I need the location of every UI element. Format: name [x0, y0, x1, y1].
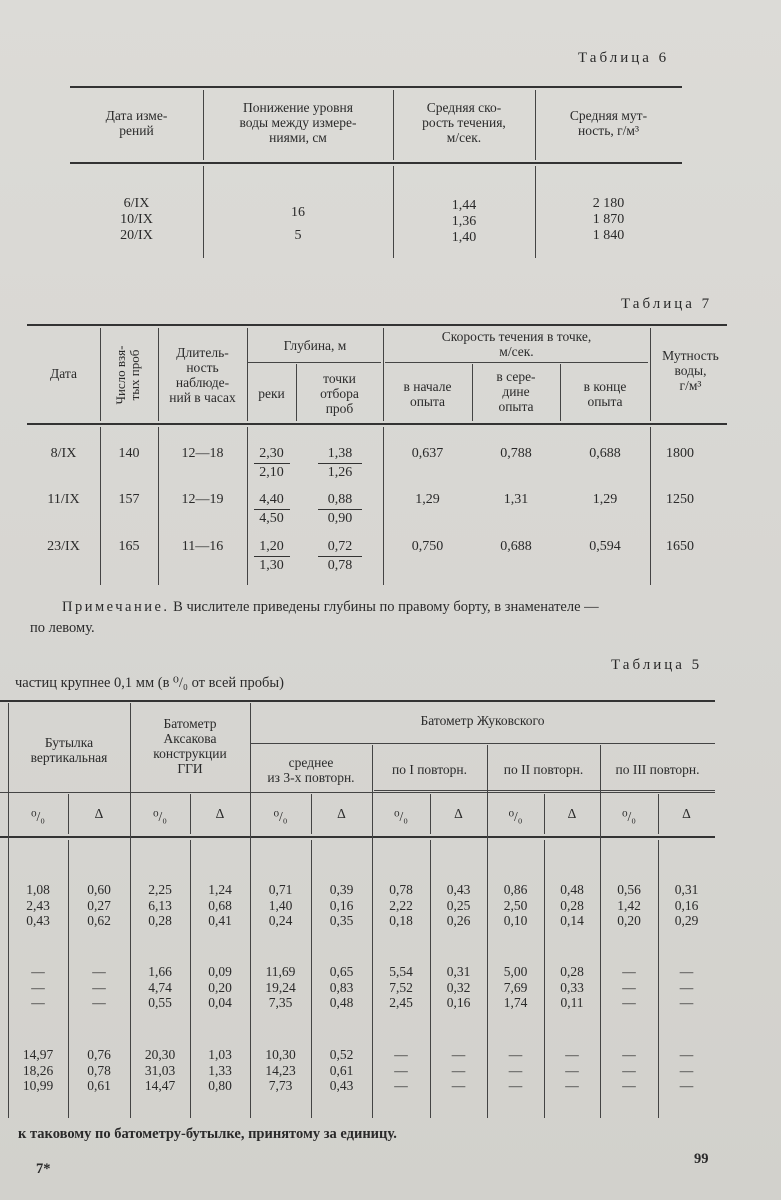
delta-label: Δ	[337, 806, 346, 821]
percent-label: ⁰/₀	[273, 809, 288, 824]
table-cell: —	[622, 1062, 636, 1078]
table-cell: 10/IX	[120, 212, 153, 227]
table-cell: 6/IX	[123, 196, 150, 211]
table-cell: —	[92, 964, 106, 979]
table7-header-duration: Длитель- ность наблюде- ний в часах	[169, 345, 236, 405]
table6-turbidity	[535, 196, 682, 244]
table-cell: 0,48	[329, 995, 354, 1010]
table-cell: 1,36	[451, 214, 477, 229]
percent-label: ⁰/₀	[508, 809, 523, 824]
delta-label: Δ	[215, 806, 225, 821]
percent-label: ⁰/₀	[31, 809, 45, 824]
table-cell: 0,11	[560, 995, 584, 1010]
table-cell: 157	[118, 492, 140, 507]
table6-header-speed: Средняя ско- рость течения, м/сек.	[422, 100, 506, 145]
percent-label: ⁰/₀	[153, 809, 167, 824]
table-cell: 0,41	[208, 913, 232, 928]
table7-note	[62, 598, 742, 617]
table-cell: 0,78	[87, 1062, 111, 1078]
table-cell: 0,80	[208, 1078, 232, 1093]
table5-header-rule	[0, 836, 715, 838]
table-cell: 12—18	[181, 446, 224, 461]
table-cell: —	[679, 995, 694, 1010]
table-cell: 1,08	[26, 882, 50, 897]
table7-header-depth: Глубина, м	[283, 338, 347, 353]
table5-header-rep1: по I повторн.	[391, 762, 468, 777]
table7-top-rule	[27, 324, 727, 326]
table-cell: 5,54	[389, 964, 413, 979]
table5-header-aksakov: Батометр Аксакова конструкции ГГИ	[153, 716, 227, 776]
table-cell: 1,29	[415, 492, 440, 507]
table-cell: 1,26	[327, 465, 353, 480]
table-cell: 0,71	[268, 882, 293, 897]
table-cell: 6,13	[148, 897, 172, 913]
table-cell: 7,69	[503, 979, 528, 995]
table-cell: 7,52	[389, 979, 413, 995]
table-cell: —	[394, 1078, 408, 1093]
table-cell: 5	[294, 228, 302, 243]
table-cell: 0,43	[329, 1078, 354, 1093]
table-cell: 2,10	[259, 465, 284, 480]
table7-header-speed-mid: в сере- дине опыта	[496, 369, 536, 414]
table-cell: —	[508, 1062, 523, 1078]
table-cell: —	[565, 1047, 579, 1062]
table7-header-depth-point: точки отбора проб	[320, 371, 359, 416]
table7-header-depth-river: реки	[258, 386, 285, 401]
table7-header-turbidity: Мутность воды, г/м³	[662, 348, 719, 393]
table-cell: 18,26	[22, 1062, 54, 1078]
table-cell: 0,33	[560, 979, 584, 995]
table-cell: 7,35	[268, 995, 293, 1010]
table-cell: 0,26	[446, 913, 471, 928]
table-cell: —	[679, 979, 694, 995]
table-cell: 10,99	[22, 1078, 54, 1093]
table-cell: 10,30	[265, 1047, 296, 1062]
table-cell: 0,18	[389, 913, 413, 928]
table-cell: —	[451, 1062, 466, 1078]
table-cell: 1,66	[148, 964, 172, 979]
table-cell: —	[394, 1062, 408, 1078]
table-cell: 2,30	[259, 446, 284, 461]
table-cell: 2,45	[389, 995, 413, 1010]
table7-note-line2: по левому.	[30, 620, 95, 636]
table-cell: —	[622, 1047, 636, 1062]
table-cell: 0,594	[589, 539, 621, 554]
delta-label: Δ	[682, 806, 691, 821]
table-cell: 0,65	[329, 964, 354, 979]
table6-caption: Таблица 6	[578, 50, 670, 66]
table-cell: 0,688	[589, 446, 621, 461]
table-cell: 1,24	[208, 882, 232, 897]
table-cell: 0,61	[87, 1078, 111, 1093]
table-cell: 0,04	[208, 995, 232, 1010]
table-cell: 1 870	[592, 212, 625, 227]
table-cell: —	[508, 1047, 523, 1062]
table5-header-rep3: по III повторн.	[615, 762, 700, 777]
table-cell: 1,38	[327, 446, 353, 461]
table-cell: —	[679, 964, 694, 979]
table7-header-speed-end: в конце опыта	[583, 379, 627, 409]
table-cell: 0,90	[327, 511, 353, 526]
table-cell: 0,16	[446, 995, 471, 1010]
table-cell: 11/IX	[47, 492, 80, 507]
table-cell: 0,48	[560, 882, 584, 897]
table-cell: 4,40	[259, 492, 284, 507]
table-cell: 1,20	[259, 539, 284, 554]
table5-subtitle: частиц крупнее 0,1 мм (в ⁰/₀ от всей пробы)	[15, 675, 284, 691]
table-cell: 2,25	[148, 882, 172, 897]
table-cell: 0,28	[148, 913, 172, 928]
table-cell: 0,55	[148, 995, 172, 1010]
table-cell: —	[622, 964, 636, 979]
table-cell: —	[451, 1078, 466, 1093]
table-cell: 11—16	[181, 539, 224, 554]
table-cell: 165	[118, 539, 140, 554]
table-cell: 14,47	[144, 1078, 176, 1093]
delta-label: Δ	[567, 806, 577, 821]
table-cell: 0,61	[329, 1062, 354, 1078]
table-cell: —	[622, 1078, 636, 1093]
table7-header-date: Дата	[50, 366, 77, 381]
table-cell: 1 840	[592, 228, 625, 243]
table5-caption: Таблица 5	[611, 657, 703, 673]
table5-header-zhukovsky: Батометр Жуковского	[420, 713, 545, 728]
table-cell: 0,14	[560, 913, 584, 928]
table-cell: 14,23	[265, 1062, 296, 1078]
table-cell: 0,62	[87, 913, 111, 928]
table-cell: 0,60	[87, 882, 111, 897]
table-cell: 1,33	[208, 1062, 232, 1078]
table-cell: 1,44	[451, 198, 477, 213]
table-cell: 4,50	[259, 511, 284, 526]
table-cell: 1,03	[208, 1047, 232, 1062]
table-cell: 0,637	[411, 446, 444, 461]
table6-top-rule	[70, 86, 682, 88]
note-label: Примечание.	[62, 599, 170, 615]
table7-header-speed: Скорость течения в точке, м/сек.	[441, 329, 592, 359]
table-cell: 0,83	[329, 979, 354, 995]
table6-speeds	[393, 198, 535, 246]
page-mark: 7*	[36, 1161, 51, 1177]
table-cell: 0,688	[500, 539, 532, 554]
table-cell: 4,74	[148, 979, 172, 995]
percent-label: ⁰/₀	[394, 809, 408, 824]
table-cell: —	[508, 1078, 523, 1093]
table-cell: —	[679, 1078, 694, 1093]
table-cell: 1250	[666, 492, 694, 507]
table-cell: 0,31	[446, 964, 471, 979]
table-cell: 8/IX	[50, 446, 77, 461]
table-cell: 0,52	[329, 1047, 354, 1062]
table-cell: 0,78	[389, 882, 413, 897]
table-cell: 0,35	[329, 913, 354, 928]
note-text: В числителе приведены глубины по правому борту, в знаменателе —	[169, 599, 599, 615]
table-cell: 0,72	[327, 539, 353, 554]
table-cell: 1,42	[617, 897, 641, 913]
table5-footer: к таковому по батометру-бутылке, принятому за единицу.	[18, 1126, 397, 1142]
table6-header-level: Понижение уровня воды между измере- ниями, см	[239, 100, 357, 145]
table7-header-count: Число взя- тых проб	[113, 345, 142, 405]
table-cell: 31,03	[144, 1062, 176, 1078]
table-cell: —	[565, 1078, 579, 1093]
table-cell: 2,50	[503, 897, 528, 913]
table-cell: 1800	[666, 446, 694, 461]
percent-label: ⁰/₀	[622, 809, 636, 824]
table7-caption: Таблица 7	[621, 296, 713, 312]
table-cell: 0,20	[208, 979, 232, 995]
table-cell: —	[451, 1047, 466, 1062]
table-cell: 0,86	[503, 882, 528, 897]
table-cell: —	[622, 979, 636, 995]
table-cell: 0,27	[87, 897, 111, 913]
table-cell: 0,88	[327, 492, 353, 507]
table-cell: 0,29	[674, 913, 699, 928]
table6-header-date: Дата изме- рений	[105, 108, 168, 138]
table-cell: 0,750	[411, 539, 444, 554]
table-cell: 0,10	[503, 913, 528, 928]
table-cell: 20/IX	[120, 228, 153, 243]
table6-header-rule	[70, 162, 682, 164]
table-cell: 0,78	[327, 558, 353, 573]
table-cell: 5,00	[503, 964, 528, 979]
table-cell: 1,31	[503, 492, 529, 507]
table-cell: 0,43	[26, 913, 50, 928]
delta-label: Δ	[94, 806, 104, 821]
table-cell: —	[622, 995, 636, 1010]
table-cell: —	[31, 979, 45, 995]
table-cell: 1,30	[259, 558, 284, 573]
table-cell: 23/IX	[47, 539, 80, 554]
table7-header-speed-start: в начале опыта	[403, 379, 452, 409]
table-cell: —	[679, 1047, 694, 1062]
table6-header-turbidity: Средняя мут- ность, г/м³	[569, 108, 648, 138]
table-cell: 0,20	[617, 913, 641, 928]
table-cell: 0,31	[674, 882, 699, 897]
page-number: 99	[694, 1151, 709, 1167]
table-cell: 0,24	[268, 913, 293, 928]
table7-header-rule	[27, 423, 727, 425]
table-cell: 0,68	[208, 897, 232, 913]
table-cell: 16	[291, 205, 305, 220]
table-cell: 2,43	[26, 897, 50, 913]
table-cell: 0,16	[674, 897, 699, 913]
table-cell: 11,69	[265, 964, 296, 979]
delta-label: Δ	[454, 806, 463, 821]
table-cell: —	[679, 1062, 694, 1078]
table6-dates	[70, 196, 203, 244]
table-cell: 19,24	[265, 979, 296, 995]
table-cell: 0,28	[560, 897, 584, 913]
table-cell: 1,29	[592, 492, 618, 507]
table5-header-rep2: по II повторн.	[503, 762, 584, 777]
table-cell: 0,25	[446, 897, 471, 913]
table-cell: 12—19	[181, 492, 224, 507]
table-cell: 0,09	[208, 964, 232, 979]
table-cell: 7,73	[268, 1078, 293, 1093]
table-cell: —	[31, 995, 45, 1010]
table5-header-bottle: Бутылка вертикальная	[30, 735, 108, 765]
table-cell: 0,788	[500, 446, 532, 461]
table-cell: 0,43	[446, 882, 471, 897]
table-cell: 2,22	[389, 897, 413, 913]
table-cell: 1,74	[503, 995, 528, 1010]
table-cell: 0,32	[446, 979, 471, 995]
table-cell: 0,39	[329, 882, 354, 897]
table-cell: 0,76	[87, 1047, 111, 1062]
table-cell: 14,97	[22, 1047, 54, 1062]
table-cell: —	[565, 1062, 579, 1078]
table-cell: 0,56	[617, 882, 641, 897]
table-cell: 20,30	[144, 1047, 176, 1062]
table-cell: 0,28	[560, 964, 584, 979]
table-cell: —	[92, 995, 106, 1010]
table-cell: 1,40	[268, 897, 293, 913]
table-cell: —	[394, 1047, 408, 1062]
table-cell: 1650	[666, 539, 694, 554]
table5-header-avg: среднее из 3-х повторн.	[267, 755, 355, 785]
table-cell: 140	[118, 446, 140, 461]
table-cell: —	[92, 979, 106, 995]
table-cell: 0,16	[329, 897, 354, 913]
table-cell: 2 180	[592, 196, 625, 211]
table5-top-rule	[0, 700, 715, 702]
table-cell: —	[31, 964, 45, 979]
table-cell: 1,40	[451, 230, 477, 245]
